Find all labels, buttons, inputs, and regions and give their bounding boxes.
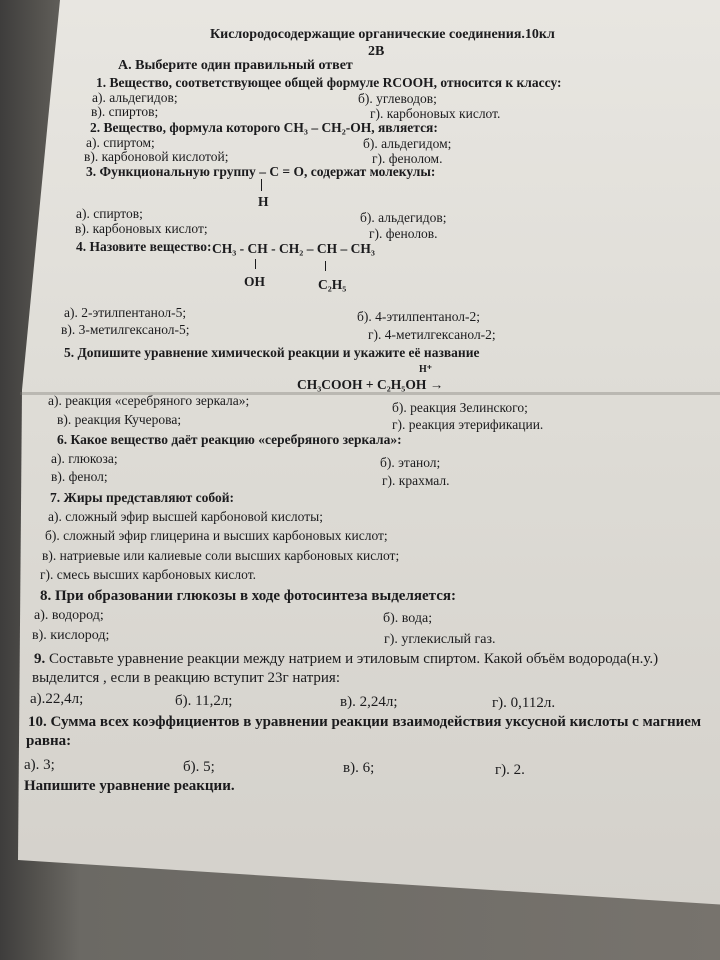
q6-option-a: а). глюкоза;	[51, 451, 118, 466]
q2-formula: CH₃ – CH₂-OH,	[283, 120, 375, 135]
q10-option-g: г). 2.	[495, 762, 525, 778]
q4-formula: CH₃ - CH - CH₂ – CH – CH₃	[212, 241, 375, 256]
q9-option-b: б). 11,2л;	[175, 693, 233, 709]
q6-option-g: г). крахмал.	[382, 473, 450, 488]
q3-hydrogen: H	[258, 194, 269, 209]
q8-option-b: б). вода;	[383, 611, 433, 626]
q3-question	[86, 164, 435, 180]
q5-option-g: г). реакция этерификации.	[392, 417, 544, 432]
q4-question: 4. Назовите вещество:	[76, 239, 212, 254]
q5-option-b: б). реакция Зелинского;	[392, 400, 528, 415]
q4-hydroxyl: OH	[244, 274, 266, 289]
q6-question: 6. Какое вещество даёт реакцию «серебряного зеркала»:	[57, 432, 402, 447]
q4-option-a: а). 2-этилпентанол-5;	[64, 305, 187, 320]
q4-option-b: б). 4-этилпентанол-2;	[357, 309, 481, 324]
q10-text-line1: Сумма всех коэффициентов в уравнении реакции взаимодействия уксусной кислоты с магнием	[50, 714, 702, 730]
q4-option-v: в). 3-метилгексанол-5;	[61, 322, 190, 337]
q1-question: 1. Вещество, соответствующее общей формуле RCOOH, относится к классу:	[96, 75, 562, 90]
q5-catalyst: H⁺	[419, 364, 433, 375]
q10-option-v: в). 6;	[343, 760, 375, 776]
q3-option-v: в). карбоновых кислот;	[75, 221, 208, 236]
q9-option-a: а).22,4л;	[30, 691, 84, 707]
q4-option-g: г). 4-метилгексанол-2;	[368, 327, 496, 342]
q2-option-g: г). фенолом.	[372, 151, 443, 166]
q1-option-b: б). углеводов;	[358, 91, 437, 106]
q3-bond-line	[261, 179, 262, 191]
q9-option-g: г). 0,112л.	[492, 695, 556, 711]
q1-option-a: а). альдегидов;	[92, 90, 178, 105]
q5-question: 5. Допишите уравнение химической реакции и укажите её название	[64, 345, 480, 360]
q1-option-g: г). карбоновых кислот.	[370, 106, 501, 121]
q3-option-a: а). спиртов;	[76, 206, 143, 221]
q2-question-prefix: 2. Вещество, формула которого	[90, 120, 281, 135]
q10-option-b: б). 5;	[183, 759, 215, 775]
q6-option-b: б). этанол;	[380, 455, 441, 470]
q7-question: 7. Жиры представляют собой:	[50, 490, 234, 505]
q4-bond-line-ethyl	[325, 261, 326, 271]
q10-task: Напишите уравнение реакции.	[24, 778, 235, 794]
q8-option-v: в). кислород;	[32, 628, 110, 643]
q10-line1	[28, 714, 701, 730]
q10-number: 10.	[28, 714, 47, 730]
page-title: Кислородосодержащие органические соединения.10кл	[210, 27, 555, 42]
q10-option-a: а). 3;	[24, 757, 55, 773]
q3-question-prefix: 3. Функциональную группу	[86, 164, 256, 179]
q3-option-g: г). фенолов.	[369, 226, 438, 241]
q1-option-v: в). спиртов;	[91, 104, 159, 119]
q7-option-v: в). натриевые или калиевые соли высших карбоновых кислот;	[42, 548, 400, 563]
q3-question-suffix: содержат молекулы:	[310, 164, 436, 179]
q8-option-a: а). водород;	[34, 608, 104, 623]
q8-question: 8. При образовании глюкозы в ходе фотосинтеза выделяется:	[40, 588, 456, 604]
q9-number: 9.	[34, 651, 46, 667]
q9-option-v: в). 2,24л;	[340, 694, 398, 710]
q7-option-g: г). смесь высших карбоновых кислот.	[40, 567, 256, 582]
q5-equation: CH₃COOH + C₂H₅OH →	[297, 377, 444, 392]
q2-question-suffix: является:	[377, 120, 438, 135]
q2-question	[90, 120, 438, 136]
q2-option-b: б). альдегидом;	[363, 136, 452, 151]
q2-option-a: а). спиртом;	[86, 135, 155, 150]
q3-option-b: б). альдегидов;	[360, 210, 447, 225]
section-heading: А. Выберите один правильный ответ	[118, 58, 353, 73]
q10-line2: равна:	[26, 733, 72, 749]
q2-option-v: в). карбоновой кислотой;	[84, 149, 229, 164]
q3-functional-group: – C = O,	[259, 164, 308, 179]
q4-ethyl: C₂H₅	[318, 277, 347, 292]
q9-line1	[34, 651, 658, 667]
q7-option-b: б). сложный эфир глицерина и высших карбоновых кислот;	[45, 528, 388, 543]
q4-bond-line-oh	[255, 259, 256, 269]
q9-text-line1: Составьте уравнение реакции между натрием и этиловым спиртом. Какой объём водорода(н.у.)	[49, 651, 659, 667]
q6-option-v: в). фенол;	[51, 469, 108, 484]
variant-label: 2В	[368, 44, 385, 59]
q8-option-g: г). углекислый газ.	[384, 632, 496, 647]
q5-option-v: в). реакция Кучерова;	[57, 412, 182, 427]
q5-option-a: а). реакция «серебряного зеркала»;	[48, 393, 250, 408]
q7-option-a: а). сложный эфир высшей карбоновой кислоты;	[48, 509, 323, 524]
q9-line2: выделится , если в реакцию вступит 23г натрия:	[32, 670, 340, 686]
